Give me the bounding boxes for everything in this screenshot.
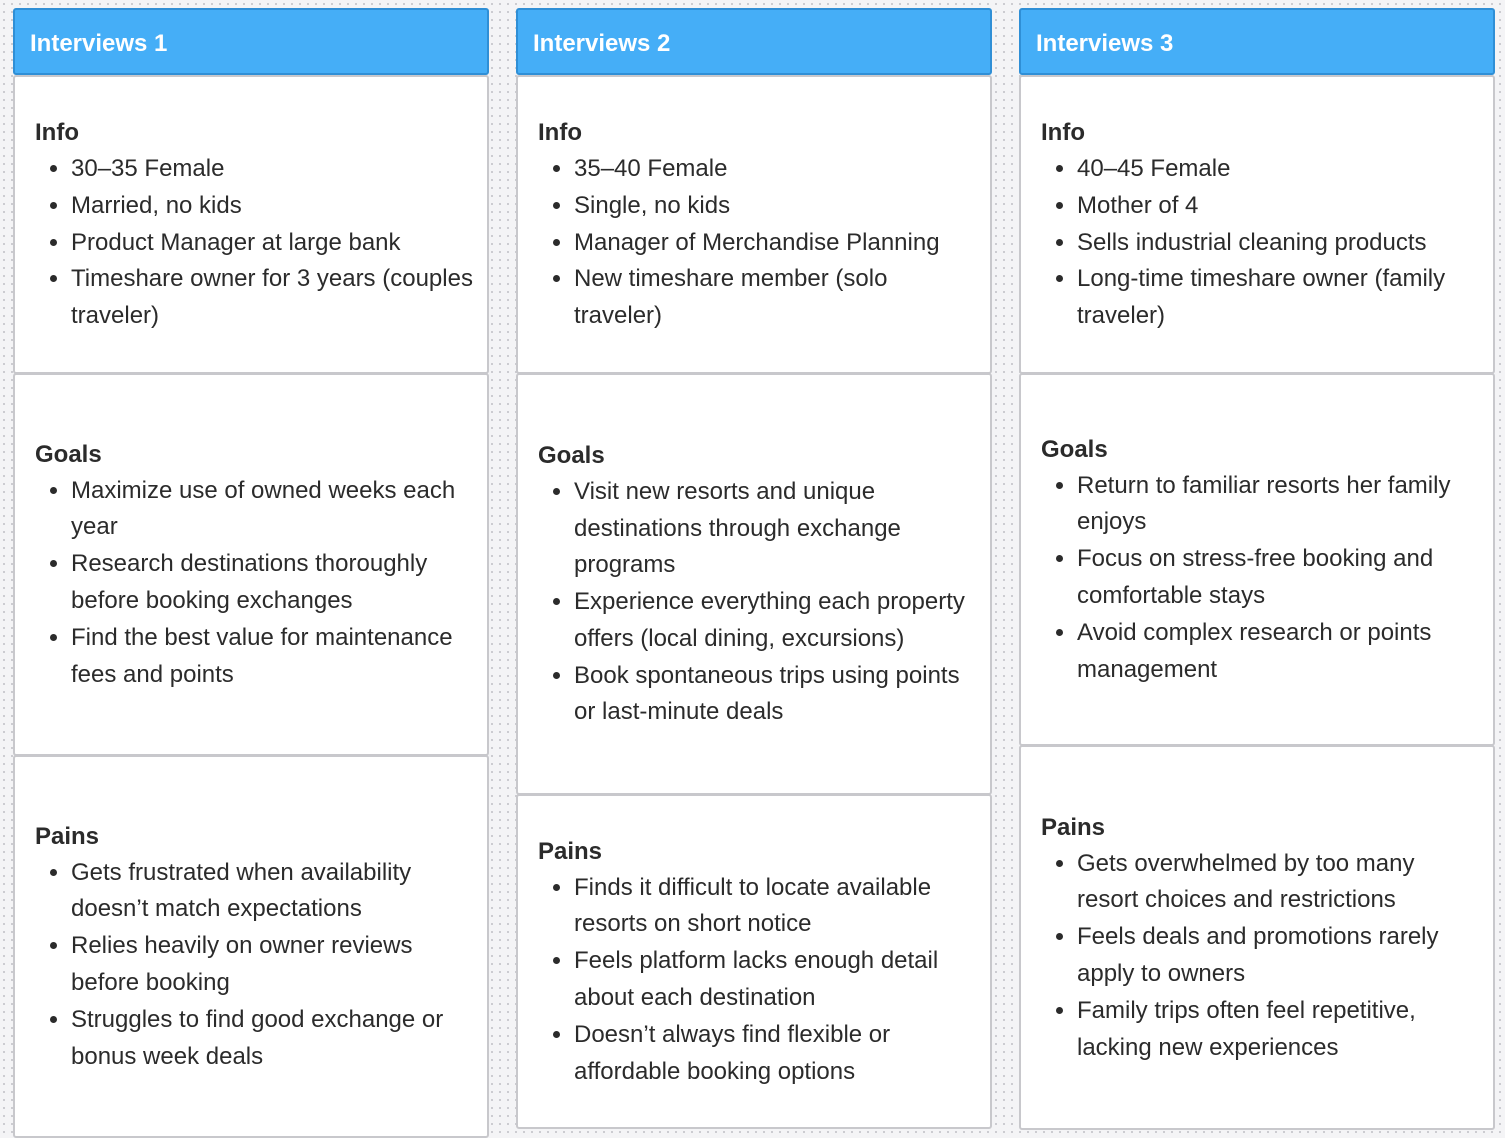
list-item: • 40–45 Female: [1077, 151, 1479, 188]
list-item: • Focus on stress-free booking and comfortable stays: [1077, 541, 1479, 615]
pains-heading: Pains: [35, 822, 100, 850]
list-item: • Product Manager at large bank: [71, 225, 473, 262]
info-card: [13, 75, 489, 374]
list-item: • Struggles to find good exchange or bonus week deals: [71, 1002, 473, 1076]
goals-card: [1019, 373, 1495, 746]
info-heading: Info: [538, 119, 582, 146]
list-item: • Manager of Merchandise Planning: [574, 225, 976, 262]
info-card: [1019, 75, 1495, 374]
goals-heading: Goals: [35, 440, 102, 468]
list-item: • Long-time timeshare owner (family traveler): [1077, 261, 1479, 335]
list-item: • Relies heavily on owner reviews before booking: [71, 928, 473, 1002]
list-item: • 30–35 Female: [71, 151, 473, 188]
goals-card: [13, 373, 489, 756]
list-item: • Find the best value for maintenance fees and points: [71, 620, 473, 694]
list-item: • Visit new resorts and unique destinations through exchange programs: [574, 474, 976, 584]
column-header: Interviews 3: [1019, 8, 1495, 75]
goals-card: [516, 373, 992, 795]
pains-list: [35, 855, 473, 1076]
list-item: • Experience everything each property offers (local dining, excursions): [574, 584, 976, 658]
info-card: [516, 75, 992, 374]
list-item: • Sells industrial cleaning products: [1077, 225, 1479, 262]
info-list: [1041, 151, 1479, 335]
goals-heading: Goals: [538, 441, 605, 469]
list-item: • Single, no kids: [574, 188, 976, 225]
pains-heading: Pains: [538, 837, 603, 865]
info-list: [538, 151, 976, 335]
list-item: • Research destinations thoroughly before booking exchanges: [71, 546, 473, 620]
pains-card: [1019, 745, 1495, 1130]
list-item: • Gets frustrated when availability doesn’t match expectations: [71, 855, 473, 929]
list-item: • Timeshare owner for 3 years (couples traveler): [71, 261, 473, 335]
pains-list: [1041, 846, 1479, 1067]
list-item: • Mother of 4: [1077, 188, 1479, 225]
list-item: • Book spontaneous trips using points or last-minute deals: [574, 658, 976, 732]
goals-heading: Goals: [1041, 435, 1108, 463]
column-header: Interviews 1: [13, 8, 489, 75]
info-heading: Info: [35, 119, 79, 146]
info-list: [35, 151, 473, 335]
goals-list: [538, 474, 976, 732]
pains-card: [516, 794, 992, 1129]
list-item: • Gets overwhelmed by too many resort choices and restrictions: [1077, 846, 1479, 920]
column-header: Interviews 2: [516, 8, 992, 75]
list-item: • Finds it difficult to locate available resorts on short notice: [574, 870, 976, 944]
list-item: • Feels deals and promotions rarely apply to owners: [1077, 919, 1479, 993]
list-item: • Family trips often feel repetitive, lacking new experiences: [1077, 993, 1479, 1067]
list-item: • Married, no kids: [71, 188, 473, 225]
list-item: • Avoid complex research or points management: [1077, 615, 1479, 689]
goals-list: [35, 473, 473, 694]
info-heading: Info: [1041, 119, 1085, 146]
list-item: • Doesn’t always find flexible or affordable booking options: [574, 1017, 976, 1091]
list-item: • Return to familiar resorts her family enjoys: [1077, 468, 1479, 542]
list-item: • 35–40 Female: [574, 151, 976, 188]
goals-list: [1041, 468, 1479, 689]
list-item: • New timeshare member (solo traveler): [574, 261, 976, 335]
pains-card: [13, 755, 489, 1138]
list-item: • Feels platform lacks enough detail about each destination: [574, 943, 976, 1017]
pains-heading: Pains: [1041, 813, 1106, 841]
pains-list: [538, 870, 976, 1091]
list-item: • Maximize use of owned weeks each year: [71, 473, 473, 547]
